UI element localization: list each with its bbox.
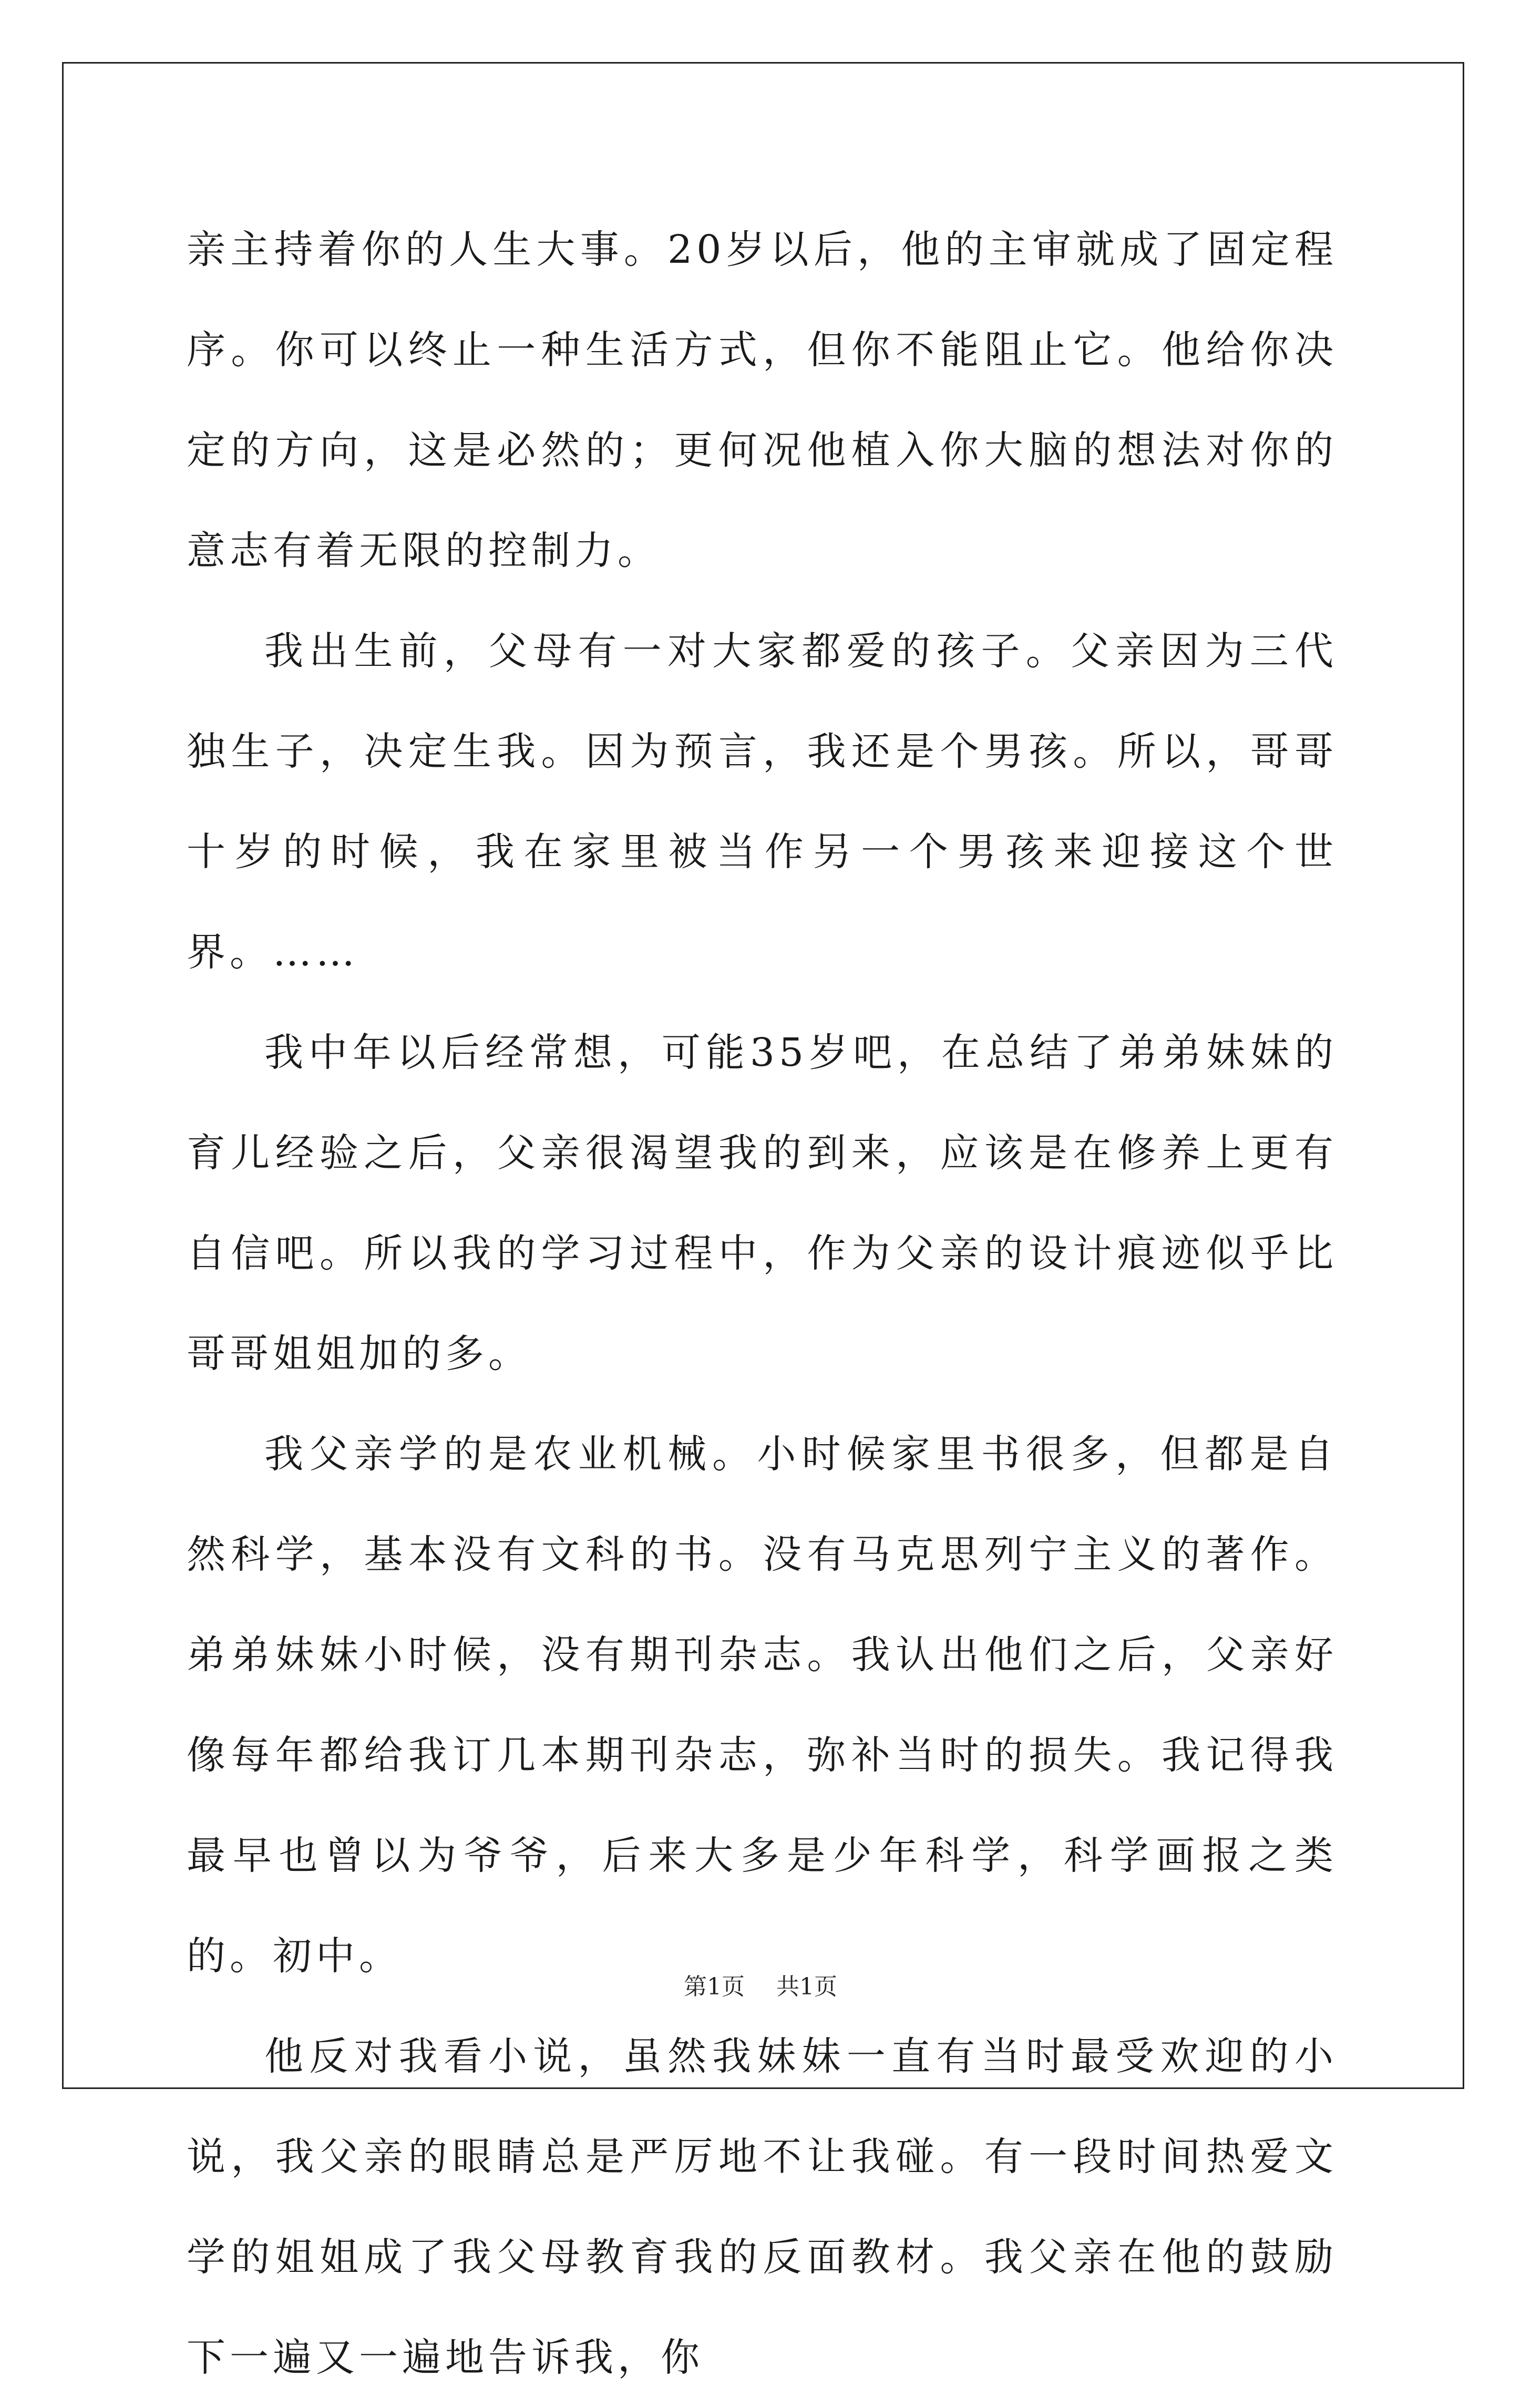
total-pages-label: 共1页 (776, 1973, 837, 2000)
paragraph: 我出生前，父母有一对大家都爱的孩子。父亲因为三代独生子，决定生我。因为预言，我还是个男孩。所以，哥哥十岁的时候，我在家里被当作另一个男孩来迎接这个世界。…… (187, 629, 1338, 975)
paragraph: 他反对我看小说，虽然我妹妹一直有当时最受欢迎的小说，我父亲的眼睛总是严厉地不让我碰。有一段时间热爱文学的姐姐成了我父母教育我的反面教材。我父亲在他的鼓励下一遍又一遍地告诉我，你 (187, 2034, 1338, 2380)
document-body (187, 200, 1338, 2408)
paragraph: 亲主持着你的人生大事。20岁以后，他的主审就成了固定程序。你可以终止一种生活方式，但你不能阻止它。他给你决定的方向，这是必然的；更何况他植入你大脑的想法对你的意志有着无限的控制力。 (187, 227, 1338, 573)
paragraph: 我父亲学的是农业机械。小时候家里书很多，但都是自然科学，基本没有文科的书。没有马克思列宁主义的著作。弟弟妹妹小时候，没有期刊杂志。我认出他们之后，父亲好像每年都给我订几本期刊杂志，弥补当时的损失。我记得我最早也曾以为爷爷，后来大多是少年科学，科学画报之类的。初中。 (187, 1432, 1338, 1979)
page-footer (0, 1968, 1521, 2001)
current-page-label: 第1页 (684, 1973, 745, 2000)
paragraph: 我中年以后经常想，可能35岁吧，在总结了弟弟妹妹的育儿经验之后，父亲很渴望我的到来，应该是在修养上更有自信吧。所以我的学习过程中，作为父亲的设计痕迹似乎比哥哥姐姐加的多。 (187, 1030, 1338, 1376)
